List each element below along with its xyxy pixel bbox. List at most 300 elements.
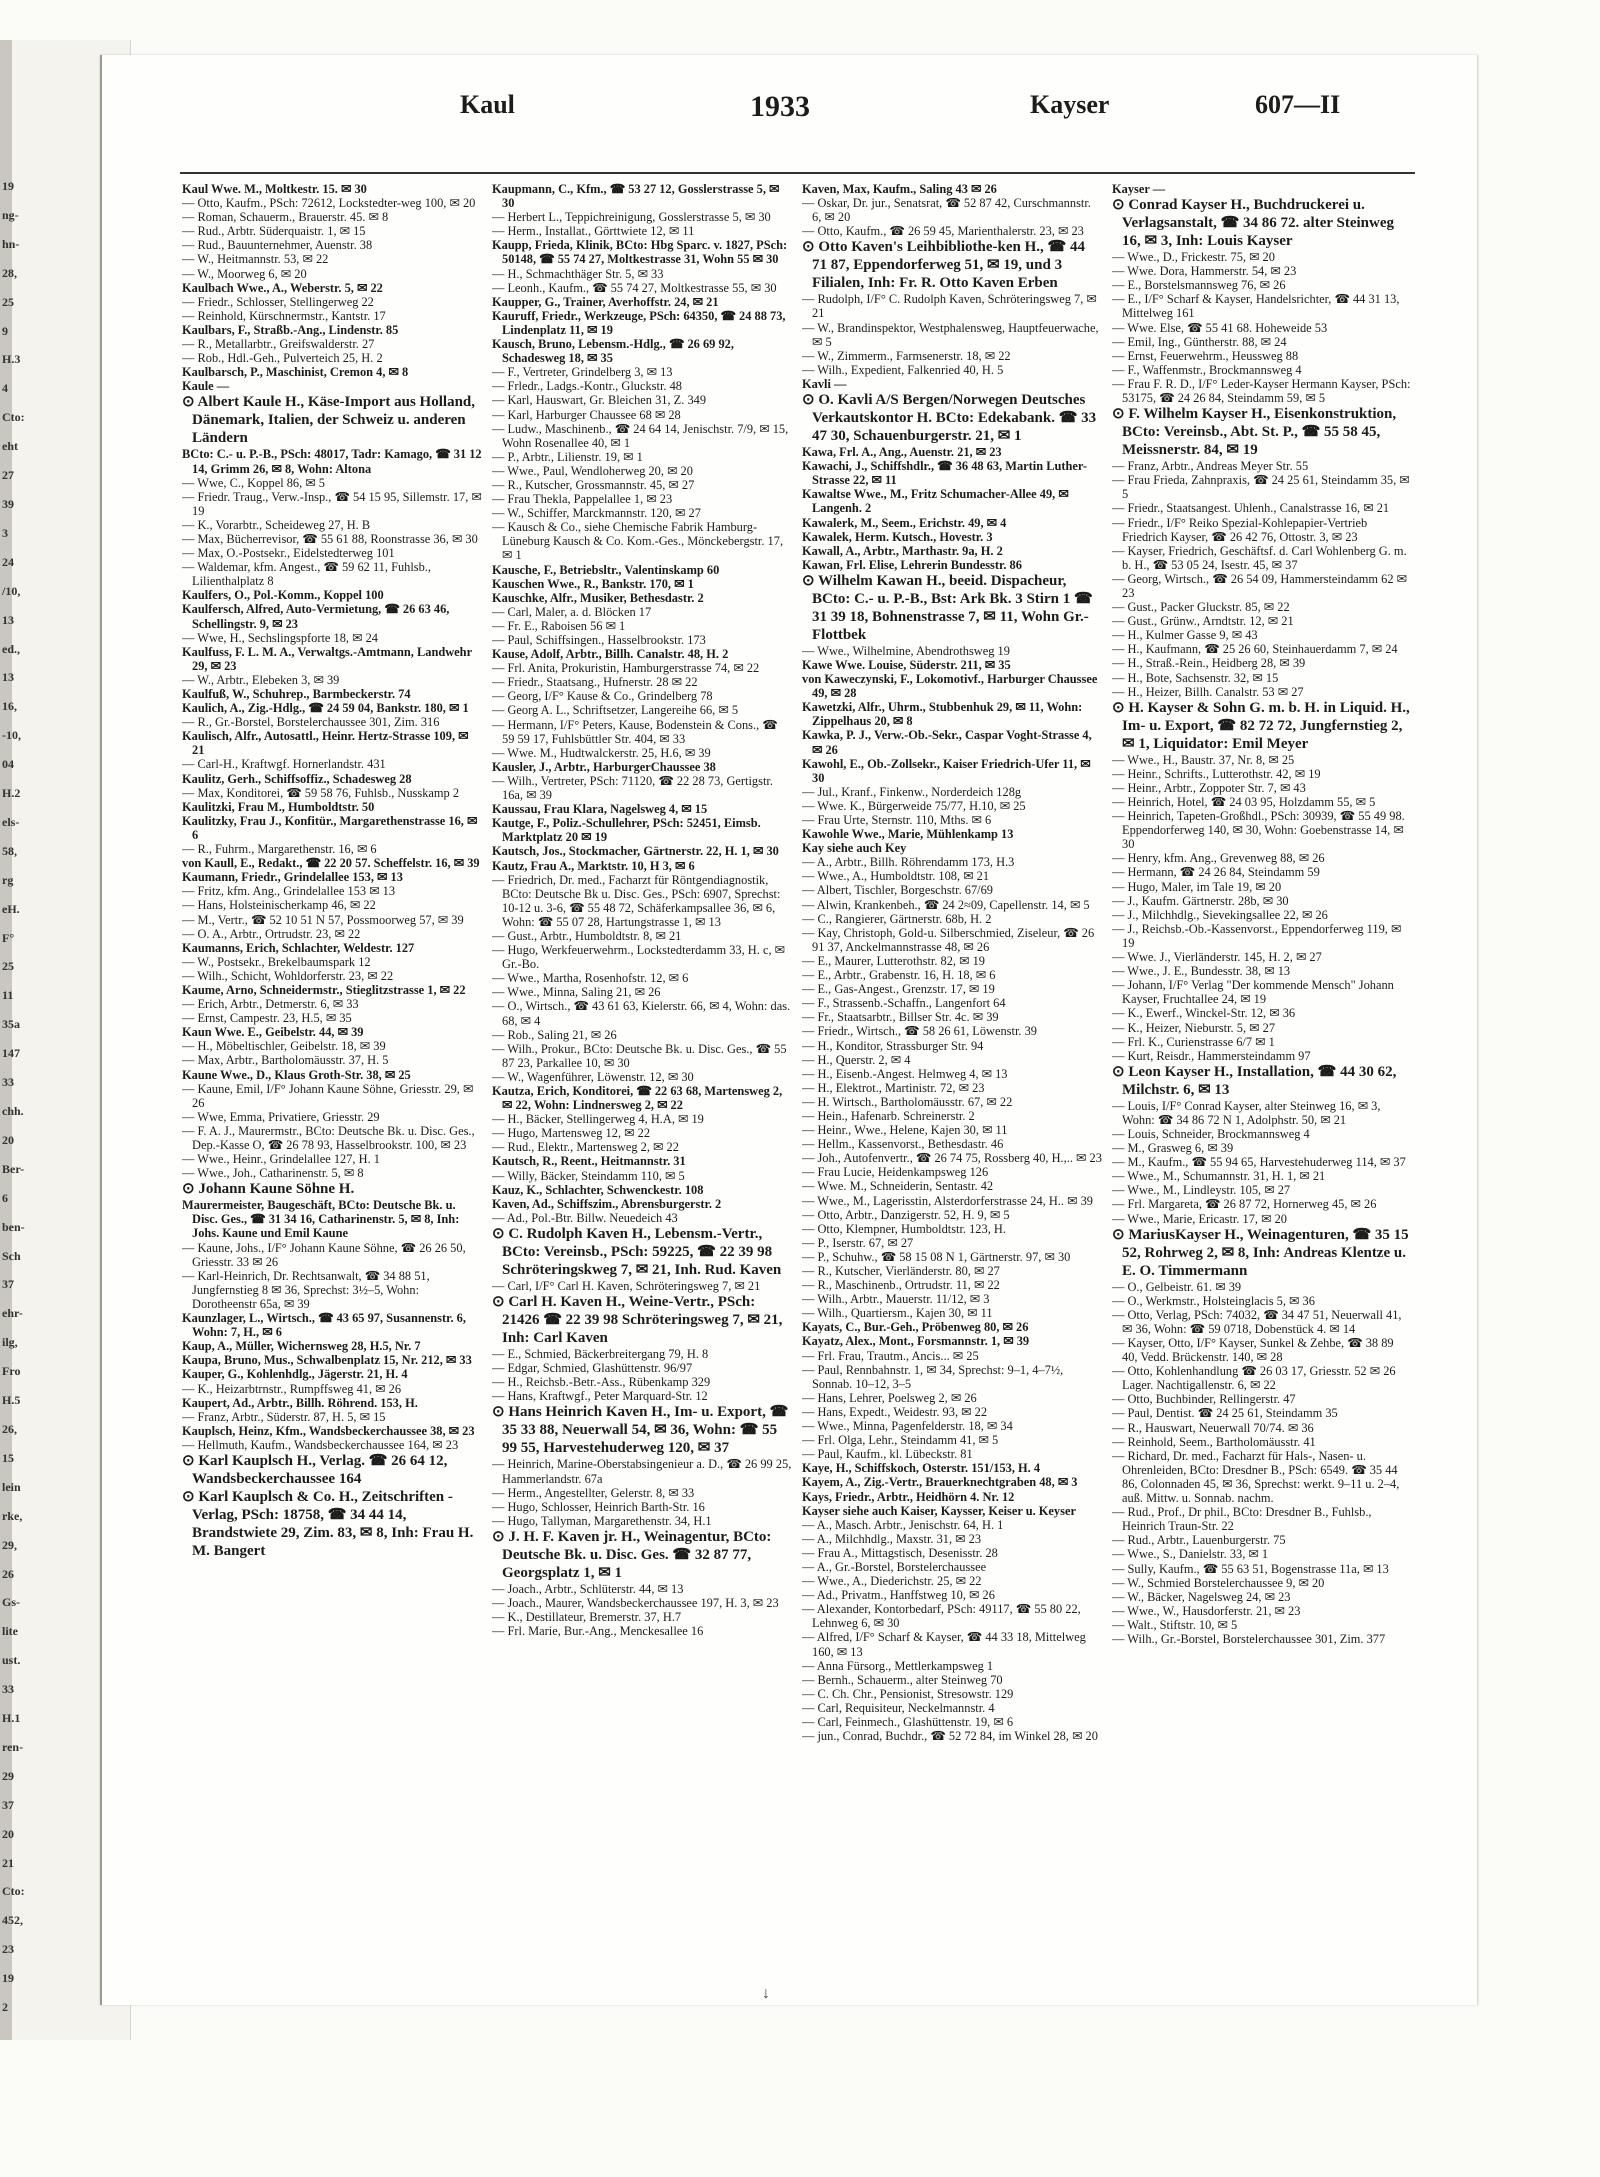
- directory-entry: — Wilh., Schicht, Wohldorferstr. 23, ✉ 22: [182, 968, 394, 983]
- directory-entry: — Otto, Arbtr., Danzigerstr. 52, H. 9, ✉ 5: [802, 1207, 1010, 1222]
- directory-entry: — P., Arbtr., Lilienstr. 19, ✉ 1: [492, 449, 643, 464]
- directory-entry: — Hugo, Martensweg 12, ✉ 22: [492, 1126, 651, 1141]
- directory-entry: — Wilh., Gr.-Borstel, Borstelerchaussee 301, Zim. 377: [1112, 1631, 1386, 1646]
- directory-entry: — Rud., Elektr., Martensweg 2, ✉ 22: [492, 1140, 679, 1155]
- directory-entry: — E., Borstelsmannsweg 76, ✉ 26: [1112, 278, 1286, 293]
- directory-entry: — Wwe., J. E., Bundesstr. 38, ✉ 13: [1112, 964, 1291, 979]
- directory-entry: — Otto, Buchbinder, Rellingerstr. 47: [1112, 1392, 1296, 1407]
- directory-entry: Kaupert, Ad., Arbtr., Billh. Röhrend. 153, H.: [182, 1395, 418, 1410]
- directory-entry: — Otto, Kohlenhandlung ☎ 26 03 17, Griesstr. 52 ✉ 26 Lager. Nachtigallenstr. 6, ✉ 22: [1112, 1364, 1396, 1393]
- margin-fragment: 26,: [2, 1421, 17, 1436]
- directory-entry: — K., Destillateur, Bremerstr. 37, H.7: [492, 1610, 682, 1625]
- directory-entry: — R., Fuhrm., Margarethenstr. 16, ✉ 6: [182, 842, 377, 857]
- directory-entry: — E., Gas-Angest., Grenzstr. 17, ✉ 19: [802, 982, 995, 997]
- directory-entry: — Gust., Grünw., Arndtstr. 12, ✉ 21: [1112, 614, 1294, 629]
- margin-fragment: 21: [2, 1855, 14, 1870]
- page-end-mark: ↓: [762, 1985, 770, 2002]
- directory-entry: — Wwe. Else, ☎ 55 41 68. Hoheweide 53: [1112, 320, 1328, 335]
- directory-entry: — Friedr., Staatsang., Hufnerstr. 28 ✉ 22: [492, 675, 698, 690]
- directory-entry: — Wwe., D., Frickestr. 75, ✉ 20: [1112, 250, 1275, 265]
- directory-entry: — Wwe., Paul, Wendloherweg 20, ✉ 20: [492, 463, 693, 478]
- directory-entry: — Frau Frieda, Zahnpraxis, ☎ 24 25 61, Steindamm 35, ✉ 5: [1112, 473, 1410, 502]
- directory-entry: — Wwe., M., Lagerisstin, Alsterdorferstrasse 24, H.. ✉ 39: [802, 1193, 1093, 1208]
- directory-entry: — Hans, Holsteinischerkamp 46, ✉ 22: [182, 898, 376, 913]
- directory-entry: — R., Kutscher, Vierländerstr. 80, ✉ 27: [802, 1264, 1000, 1278]
- directory-entry: Maurermeister, Baugeschäft, BCto: Deutsche Bk. u. Disc. Ges., ☎ 31 34 16, Catharinenstr. 5, ✉ 8, Inh: Johs. Kaune und Emil Kaune: [182, 1198, 460, 1241]
- directory-entry: — R., Metallarbtr., Greifswalderstr. 27: [182, 337, 375, 352]
- directory-entry: — Herbert L., Teppichreinigung, Gosslerstrasse 5, ✉ 30: [492, 210, 771, 225]
- directory-entry: Kaven, Max, Kaufm., Saling 43 ✉ 26: [802, 182, 997, 196]
- directory-entry: — Wwe., M., Schumannstr. 31, H. 1, ✉ 21: [1112, 1169, 1326, 1184]
- directory-entry: — A., Gr.-Borstel, Borstelerchaussee: [802, 1559, 987, 1574]
- margin-fragment: /10,: [2, 583, 21, 598]
- margin-fragment: H.5: [2, 1393, 21, 1408]
- directory-entry: Kawa, Frl. A., Ang., Auenstr. 21, ✉ 23: [802, 445, 1002, 460]
- directory-entry: — Otto, Klempner, Humboldtstr. 123, H.: [802, 1221, 1006, 1236]
- directory-entry: — W., Brandinspektor, Westphalensweg, Hauptfeuerwache, ✉ 5: [802, 320, 1099, 349]
- margin-fragment: rke,: [2, 1508, 23, 1523]
- header-rule: [180, 172, 1415, 174]
- directory-entry: — Frau A., Mittagstisch, Desenisstr. 28: [802, 1545, 998, 1560]
- directory-entry: — Carl, Requisiteur, Neckelmannstr. 4: [802, 1700, 995, 1715]
- directory-entry: — Paul, Kaufm., kl. Lübeckstr. 81: [802, 1447, 973, 1462]
- directory-entry: — Johann, I/F° Verlag "Der kommende Mensch" Johann Kayser, Fruchtallee 24, ✉ 19: [1112, 978, 1394, 1007]
- directory-entry: Kayem, A., Zig.-Vertr., Brauerknechtgraben 48, ✉ 3: [802, 1475, 1078, 1490]
- directory-entry: Kawalek, Herm. Kutsch., Hovestr. 3: [802, 529, 993, 544]
- directory-entry: — O., Wirtsch., ☎ 43 61 63, Kielerstr. 66, ✉ 4, Wohn: das. 68, ✉ 4: [492, 999, 791, 1028]
- directory-entry: — M., Kaufm., ☎ 55 94 65, Harvestehuderweg 114, ✉ 37: [1112, 1155, 1406, 1170]
- directory-entry: — Frl. K., Curienstrasse 6/7 ✉ 1: [1112, 1034, 1275, 1049]
- directory-entry: Kauz, K., Schlachter, Schwenckestr. 108: [492, 1182, 704, 1197]
- directory-entry: — Friedr., Staatsangest. Uhlenh., Canalstrasse 16, ✉ 21: [1112, 501, 1390, 516]
- margin-fragment: chh.: [2, 1104, 24, 1118]
- directory-entry: Kausler, J., Arbtr., HarburgerChaussee 38: [492, 759, 716, 774]
- directory-entry: — H. Wirtsch., Bartholomäusstr. 67, ✉ 22: [802, 1094, 1013, 1109]
- directory-entry: — Wilh., Expedient, Falkenried 40, H. 5: [802, 362, 1004, 377]
- directory-entry: — Rud., Bauunternehmer, Auenstr. 38: [182, 238, 373, 253]
- directory-entry: — Emil, Ing., Güntherstr. 88, ✉ 24: [1112, 334, 1287, 349]
- directory-entry: — Friedr., Schlosser, Stellingerweg 22: [182, 294, 374, 309]
- directory-entry: — C. Ch. Chr., Pensionist, Stresowstr. 129: [802, 1686, 1014, 1701]
- directory-entry: Kaup, A., Müller, Wichernsweg 28, H.5, Nr. 7: [182, 1339, 421, 1354]
- directory-entry: — Wwe., Marie, Ericastr. 17, ✉ 20: [1112, 1211, 1287, 1226]
- directory-entry: — Heinrich, Marine-Oberstabsingenieur a. D., ☎ 26 99 25, Hammerlandstr. 67a: [492, 1457, 792, 1486]
- margin-fragment: 20: [2, 1132, 14, 1147]
- directory-entry: — M., Grasweg 6, ✉ 39: [1112, 1141, 1234, 1156]
- directory-entry: — Fr., Staatsarbtr., Billser Str. 4c. ✉ 39: [802, 1010, 999, 1025]
- directory-entry: Kaumann, Friedr., Grindelallee 153, ✉ 13: [182, 870, 403, 885]
- directory-entry: — Frledr., Ladgs.-Kontr., Gluckstr. 48: [492, 379, 682, 394]
- margin-fragment: 39: [2, 496, 14, 511]
- margin-fragment: 24: [2, 554, 14, 569]
- directory-entry: — Rob., Saling 21, ✉ 26: [492, 1027, 617, 1042]
- margin-fragment: 25: [2, 959, 14, 974]
- directory-entry: ⊙ F. Wilhelm Kayser H., Eisenkonstruktion, BCto: Vereinsb., Abt. St. P., ☎ 55 58 45, Meissnerstr. 84, ✉ 19: [1112, 406, 1397, 459]
- directory-entry: — Georg, Wirtsch., ☎ 26 54 09, Hammersteindamm 62 ✉ 23: [1112, 571, 1408, 600]
- directory-entry: Kawaltse Wwe., M., Fritz Schumacher-Allee 49, ✉ Langenh. 2: [802, 487, 1069, 516]
- directory-entry: — Sully, Kaufm., ☎ 55 63 51, Bogenstrasse 11a, ✉ 13: [1112, 1561, 1389, 1576]
- directory-entry: — E., Arbtr., Grabenstr. 16, H. 18, ✉ 6: [802, 968, 996, 983]
- directory-entry: — Ad., Pol.-Btr. Billw. Neuedeich 43: [492, 1210, 678, 1225]
- directory-entry: — Frau Urte, Sternstr. 110, Mths. ✉ 6: [802, 813, 992, 827]
- directory-entry: — Frau Thekla, Pappelallee 1, ✉ 23: [492, 492, 673, 507]
- margin-fragment: 26: [2, 1566, 14, 1581]
- directory-entry: — Max, Konditorei, ☎ 59 58 76, Fuhlsb., Nusskamp 2: [182, 785, 460, 800]
- directory-entry: — E., Maurer, Lutterothstr. 82, ✉ 19: [802, 953, 985, 968]
- directory-entry: — Max, O.-Postsekr., Eidelstedterweg 101: [182, 546, 395, 561]
- directory-entry: — Hermann, I/F° Peters, Kause, Bodenstein & Cons., ☎ 59 59 17, Fuhlsbüttler Str. 404, ✉ 33: [492, 717, 778, 746]
- directory-entry: — Hellm., Kassenvorst., Bethesdastr. 46: [802, 1137, 1004, 1152]
- directory-entry: — H., Kaufmann, ☎ 25 26 60, Steinhauerdamm 7, ✉ 24: [1112, 642, 1398, 657]
- directory-entry: — A., Arbtr., Billh. Röhrendamm 173, H.3: [802, 855, 1015, 870]
- directory-entry: — Heinr., Schrifts., Lutterothstr. 42, ✉ 19: [1112, 766, 1321, 781]
- directory-entry: Kaulisch, Alfr., Autosattl., Heinr. Hertz-Strasse 109, ✉ 21: [182, 729, 469, 758]
- directory-entry: ⊙ Carl H. Kaven H., Weine-Vertr., PSch: 21426 ☎ 22 39 98 Schröteringsweg 7, ✉ 21, Inh: Carl Kaven: [492, 1294, 783, 1347]
- margin-fragment: 13: [2, 612, 14, 627]
- directory-entry: — H., Straß.-Rein., Heidberg 28, ✉ 39: [1112, 656, 1306, 671]
- directory-entry: — Frau Lucie, Heidenkampsweg 126: [802, 1165, 989, 1180]
- directory-entry: — Otto, Verlag, PSch: 74032, ☎ 34 47 51, Neuerwall 41, ✉ 36, Wohn: ☎ 59 0718, Dobenstück 4. ✉ 14: [1112, 1307, 1402, 1336]
- column-4: [1112, 182, 1412, 1992]
- directory-entry: von Kaull, E., Redakt., ☎ 22 20 57. Scheffelstr. 16, ✉ 39: [182, 856, 480, 871]
- directory-entry: — Kayser, Friedrich, Geschäftsf. d. Carl Wohlenberg G. m. b. H., ☎ 53 05 24, Isestr. 45, ✉ 37: [1112, 543, 1407, 572]
- directory-entry: — Frl. Olga, Lehr., Steindamm 41, ✉ 5: [802, 1433, 999, 1448]
- directory-entry: — Kaune, Johs., I/F° Johann Kaune Söhne, ☎ 26 26 50, Griesstr. 33 ✉ 26: [182, 1240, 466, 1269]
- margin-fragment: Cto:: [2, 1884, 25, 1899]
- margin-fragment: eht: [2, 439, 18, 454]
- directory-entry: — Frl. Margareta, ☎ 26 87 72, Hornerweg 45, ✉ 26: [1112, 1197, 1377, 1212]
- directory-entry: Kawall, A., Arbtr., Marthastr. 9a, H. 2: [802, 543, 1003, 558]
- directory-entry: ⊙ Johann Kaune Söhne H.: [182, 1181, 355, 1198]
- directory-entry: Kaule —: [182, 379, 230, 394]
- directory-entry: BCto: C.- u. P.-B., PSch: 48017, Tadr: Kamago, ☎ 31 12 14, Grimm 26, ✉ 8, Wohn: Altona: [182, 447, 482, 476]
- directory-entry: — F. A. J., Maurermstr., BCto: Deutsche Bk. u. Disc. Ges., Dep.-Kasse O, ☎ 26 78 93, Hasselbrookstr. 100, ✉ 23: [182, 1123, 475, 1152]
- directory-entry: — Carl, I/F° Carl H. Kaven, Schröteringsweg 7, ✉ 21: [492, 1278, 761, 1293]
- directory-entry: — Wilh., Quartiersm., Kajen 30, ✉ 11: [802, 1306, 993, 1321]
- page-header: [130, 90, 1450, 130]
- margin-fragment: ng-: [2, 207, 19, 222]
- margin-fragment: 25: [2, 294, 14, 309]
- margin-fragment: rg: [2, 872, 14, 887]
- margin-fragment: ed.,: [2, 641, 20, 656]
- margin-fragment: 16,: [2, 699, 17, 714]
- directory-entry: Kaye, H., Schiffskoch, Osterstr. 151/153, H. 4: [802, 1461, 1041, 1476]
- directory-entry: — Wwe. Dora, Hammerstr. 54, ✉ 23: [1112, 264, 1297, 279]
- directory-entry: — H., Elektrot., Martinistr. 72, ✉ 23: [802, 1080, 985, 1095]
- directory-entry: — Kaune, Emil, I/F° Johann Kaune Söhne, Griesstr. 29, ✉ 26: [182, 1081, 474, 1110]
- margin-fragment: 452,: [2, 1913, 23, 1928]
- directory-entry: — Joh., Autofenvertr., ☎ 26 74 75, Rossberg 40, H.,.. ✉ 23: [802, 1151, 1102, 1166]
- margin-fragment: 20: [2, 1826, 14, 1841]
- margin-fragment: 58,: [2, 843, 17, 858]
- margin-fragment: 6: [2, 1190, 8, 1205]
- margin-fragment: 35a: [2, 1017, 20, 1032]
- margin-fragment: F°: [2, 930, 15, 945]
- directory-entry: — Ernst, Feuerwehrm., Heussweg 88: [1112, 348, 1299, 363]
- directory-entry: — Wwe., A., Humboldtstr. 108, ✉ 21: [802, 869, 990, 884]
- directory-entry: Kaulfersch, Alfred, Auto-Vermietung, ☎ 26 63 46, Schellingstr. 9, ✉ 23: [182, 602, 450, 631]
- directory-entry: Kaupa, Bruno, Mus., Schwalbenplatz 15, Nr. 212, ✉ 33: [182, 1353, 472, 1368]
- directory-entry: — Wwe., S., Danielstr. 33, ✉ 1: [1112, 1547, 1269, 1562]
- directory-entry: Kaven, Ad., Schiffszim., Abrensburgerstr. 2: [492, 1196, 722, 1211]
- directory-entry: — R., Hauswart, Neuerwall 70/74. ✉ 36: [1112, 1420, 1314, 1435]
- margin-fragment: Cto:: [2, 410, 25, 425]
- directory-entry: — Ludw., Maschinenb., ☎ 24 64 14, Jenischstr. 7/9, ✉ 15, Wohn Rosenallee 40, ✉ 1: [492, 421, 789, 450]
- directory-entry: — Georg, I/F° Kause & Co., Grindelberg 78: [492, 689, 713, 704]
- directory-entry: — Reinhold, Seem., Bartholomäusstr. 41: [1112, 1434, 1316, 1449]
- margin-fragment: els-: [2, 814, 20, 829]
- directory-entry: — K., Heizarbtrnstr., Rumpffsweg 41, ✉ 26: [182, 1381, 402, 1396]
- column-3: [802, 182, 1102, 1992]
- directory-entry: — Albert, Tischler, Borgeschstr. 67/69: [802, 883, 993, 898]
- directory-entry: — H., Konditor, Strassburger Str. 94: [802, 1038, 984, 1053]
- directory-entry: — Karl, Hauswart, Gr. Bleichen 31, Z. 349: [492, 393, 707, 408]
- directory-entry: Kawohle Wwe., Marie, Mühlenkamp 13: [802, 827, 1014, 842]
- directory-entry: — Louis, I/F° Conrad Kayser, alter Steinweg 16, ✉ 3, Wohn: ☎ 34 86 72 N 1, Adolphstr. 50, ✉ 21: [1112, 1098, 1381, 1127]
- margin-fragment: 2: [2, 2000, 8, 2015]
- directory-entry: — M., Vertr., ☎ 52 10 51 N 57, Possmoorweg 57, ✉ 39: [182, 912, 464, 927]
- directory-entry: — H., Schmachthäger Str. 5, ✉ 33: [492, 266, 664, 281]
- directory-entry: — Willy, Bäcker, Steindamm 110, ✉ 5: [492, 1168, 685, 1183]
- margin-fragment: 27: [2, 468, 14, 483]
- page-number: 607—II: [1255, 90, 1341, 119]
- directory-entry: Kaulitzky, Frau J., Konfitür., Margarethenstrasse 16, ✉ 6: [182, 813, 478, 842]
- directory-entry: — A., Milchhdlg., Maxstr. 31, ✉ 23: [802, 1531, 982, 1546]
- directory-entry: Kause, Adolf, Arbtr., Billh. Canalstr. 48, H. 2: [492, 647, 729, 662]
- directory-entry: — H., Möbeltischler, Geibelstr. 18, ✉ 39: [182, 1039, 386, 1054]
- directory-entry: — H., Bote, Sachsenstr. 32, ✉ 15: [1112, 670, 1279, 685]
- directory-entry: Kayser —: [1112, 182, 1166, 196]
- directory-entry: Kaupmann, C., Kfm., ☎ 53 27 12, Gosslerstrasse 5, ✉ 30: [492, 182, 780, 211]
- directory-entry: — Kurt, Reisdr., Hammersteindamm 97: [1112, 1048, 1311, 1063]
- directory-entry: — Gust., Arbtr., Humboldtstr. 8, ✉ 21: [492, 928, 682, 943]
- directory-entry: ⊙ Albert Kaule H., Käse-Import aus Holland, Dänemark, Italien, der Schweiz u. anderen Ländern: [182, 394, 475, 447]
- directory-entry: Kauschke, Alfr., Musiker, Bethesdastr. 2: [492, 590, 704, 605]
- directory-entry: — Anna Fürsorg., Mettlerkampsweg 1: [802, 1658, 994, 1673]
- directory-entry: — Friedr. Traug., Verw.-Insp., ☎ 54 15 95, Sillemstr. 17, ✉ 19: [182, 489, 482, 518]
- directory-entry: — K., Vorarbtr., Scheideweg 27, H. B: [182, 517, 371, 532]
- directory-entry: — Wwe, H., Sechslingspforte 18, ✉ 24: [182, 630, 378, 645]
- margin-fragment: ehr-: [2, 1306, 23, 1321]
- directory-entry: Kaulbach Wwe., A., Weberstr. 5, ✉ 22: [182, 280, 383, 295]
- directory-entry: Kaulich, A., Zig.-Hdlg., ☎ 24 59 04, Bankstr. 180, ✉ 1: [182, 701, 469, 716]
- directory-entry: — Heinrich, Hotel, ☎ 24 03 95, Holzdamm 55, ✉ 5: [1112, 795, 1376, 809]
- directory-entry: von Kaweczynski, F., Lokomotivf., Harburger Chaussee 49, ✉ 28: [802, 672, 1098, 701]
- margin-fragment: ren-: [2, 1739, 24, 1754]
- directory-entry: Kauplsch, Heinz, Kfm., Wandsbeckerchaussee 38, ✉ 23: [182, 1423, 475, 1438]
- directory-entry: — Wwe., A., Diederichstr. 25, ✉ 22: [802, 1574, 982, 1589]
- directory-entry: Kaulbars, F., Straßb.-Ang., Lindenstr. 85: [182, 322, 399, 337]
- directory-entry: — W., Wagenführer, Löwenstr. 12, ✉ 30: [492, 1069, 694, 1084]
- header-year: 1933: [750, 90, 810, 123]
- directory-entry: — Ernst, Campestr. 23, H.5, ✉ 35: [182, 1011, 352, 1026]
- directory-entry: — Paul, Schiffsingen., Hasselbrookstr. 173: [492, 633, 706, 647]
- directory-entry: — H., Querstr. 2, ✉ 4: [802, 1052, 911, 1067]
- directory-columns: [182, 182, 1417, 1992]
- margin-fragment: Sch: [2, 1248, 21, 1263]
- directory-entry: — Franz, Arbtr., Süderstr. 87, H. 5, ✉ 15: [182, 1409, 386, 1424]
- directory-entry: — Bernh., Schauerm., alter Steinweg 70: [802, 1672, 1003, 1687]
- directory-entry: Kaulitz, Gerh., Schiffsoffiz., Schadesweg 28: [182, 771, 412, 786]
- directory-entry: — Kausch & Co., siehe Chemische Fabrik Hamburg-Lüneburg Kausch & Co. Kom.-Ges., Mönckebergstr. 17, ✉ 1: [492, 520, 784, 563]
- directory-entry: — Friedr., I/F° Reiko Spezial-Kohlepapier-Vertrieb Friedrich Kayser, ☎ 26 42 76, Ottostr. 3, ✉ 23: [1112, 515, 1368, 544]
- directory-entry: — Reinhold, Kürschnermstr., Kantstr. 17: [182, 308, 386, 323]
- directory-entry: Kauruff, Friedr., Werkzeuge, PSch: 64350, ☎ 24 88 73, Lindenplatz 11, ✉ 19: [492, 308, 786, 337]
- directory-entry: ⊙ Karl Kauplsch H., Verlag. ☎ 26 64 12, Wandsbeckerchaussee 164: [182, 1452, 448, 1487]
- margin-fragment: ust.: [2, 1653, 21, 1668]
- directory-entry: Kay siehe auch Key: [802, 841, 907, 856]
- directory-entry: — Frl. Frau, Trautm., Ancis... ✉ 25: [802, 1348, 979, 1363]
- margin-fragment: 147: [2, 1046, 20, 1061]
- directory-entry: — R., Kutscher, Grossmannstr. 45, ✉ 27: [492, 477, 695, 492]
- directory-entry: — Wwe, C., Koppel 86, ✉ 5: [182, 475, 325, 490]
- directory-entry: — A., Masch. Arbtr., Jenischstr. 64, H. 1: [802, 1517, 1004, 1532]
- directory-entry: — Wwe., Minna, Pagenfelderstr. 18, ✉ 34: [802, 1419, 1013, 1434]
- directory-entry: — Waldemar, kfm. Angest., ☎ 59 62 11, Fuhlsb., Lilienthalplatz 8: [182, 560, 432, 589]
- directory-entry: ⊙ MariusKayser H., Weinagenturen, ☎ 35 15 52, Rohrweg 2, ✉ 8, Inh: Andreas Klentze u. E. O. Timmermann: [1112, 1226, 1409, 1279]
- directory-entry: — Frau F. R. D., I/F° Leder-Kayser Hermann Kayser, PSch: 53175, ☎ 24 26 84, Steindamm 59, ✉ 5: [1112, 376, 1411, 406]
- margin-fragment: lein: [2, 1479, 21, 1494]
- directory-entry: — Jul., Kranf., Finkenw., Norderdeich 128g: [802, 784, 1022, 799]
- directory-entry: — Hellmuth, Kaufm., Wandsbeckerchaussee 164, ✉ 23: [182, 1437, 459, 1452]
- directory-entry: — Leonh., Kaufm., ☎ 55 74 27, Moltkestrasse 55, ✉ 30: [492, 280, 777, 295]
- directory-entry: Kaulfuß, W., Schuhrep., Barmbeckerstr. 74: [182, 687, 411, 701]
- margin-fragment: lite: [2, 1624, 18, 1639]
- directory-entry: ⊙ J. H. F. Kaven jr. H., Weinagentur, BCto: Deutsche Bk. u. Disc. Ges. ☎ 32 87 77, Georgsplatz 1, ✉ 1: [492, 1528, 772, 1581]
- directory-entry: — Hans, Kraftwgf., Peter Marquard-Str. 12: [492, 1389, 708, 1404]
- directory-entry: — Alexander, Kontorbedarf, PSch: 49117, ☎ 55 80 22, Lehnweg 6, ✉ 30: [802, 1602, 1081, 1631]
- directory-entry: — Heinr., Arbtr., Zoppoter Str. 7, ✉ 43: [1112, 780, 1306, 795]
- directory-entry: — Karl-Heinrich, Dr. Rechtsanwalt, ☎ 34 88 51, Jungfernstieg 8 ✉ 36, Sprechst: 3½–5, Wohn: Dorotheenstr 65a, ✉ 39: [182, 1268, 430, 1311]
- directory-entry: — F., Strassenb.-Schaffn., Langenfort 64: [802, 996, 1006, 1011]
- directory-entry: ⊙ Hans Heinrich Kaven H., Im- u. Export, ☎ 35 33 88, Neuerwall 54, ✉ 36, Wohn: ☎ 55 99 55, Harvestehuderweg 120, ✉ 37: [492, 1404, 789, 1457]
- directory-entry: Kautz, Frau A., Marktstr. 10, H 3, ✉ 6: [492, 858, 695, 873]
- directory-entry: — O., Werkmstr., Holsteinglacis 5, ✉ 36: [1112, 1293, 1315, 1308]
- directory-entry: — Wwe. M., Schneiderin, Sentastr. 42: [802, 1179, 994, 1194]
- header-right-keyword: Kayser: [1030, 90, 1110, 119]
- directory-entry: — Hein., Hafenarb. Schreinerstr. 2: [802, 1108, 975, 1123]
- directory-entry: — Otto, Kaufm., ☎ 26 59 45, Marienthalerstr. 23, ✉ 23: [802, 224, 1084, 239]
- directory-entry: — Wwe., Heinr., Grindelallee 127, H. 1: [182, 1152, 380, 1167]
- header-left-keyword: Kaul: [460, 90, 515, 119]
- directory-entry: — R., Maschinenb., Ortrudstr. 11, ✉ 22: [802, 1278, 1000, 1293]
- directory-entry: Kausche, F., Betriebsltr., Valentinskamp 60: [492, 562, 720, 577]
- directory-entry: — Frl. Anita, Prokuristin, Hamburgerstrasse 74, ✉ 22: [492, 661, 760, 676]
- directory-entry: — Carl, Feinmech., Glashüttenstr. 19, ✉ 6: [802, 1715, 1014, 1729]
- margin-fragment: hn-: [2, 236, 20, 251]
- directory-entry: — W., Bäcker, Nagelsweg 24, ✉ 23: [1112, 1589, 1291, 1604]
- directory-entry: Kayatz, Alex., Mont., Forsmannstr. 1, ✉ 39: [802, 1334, 1030, 1349]
- directory-entry: — H., Reichsb.-Betr.-Ass., Rübenkamp 329: [492, 1375, 711, 1390]
- directory-entry: Kayser siehe auch Kaiser, Kaysser, Keiser u. Keyser: [802, 1503, 1076, 1518]
- directory-entry: — Frl. Marie, Bur.-Ang., Menckesallee 16: [492, 1624, 704, 1639]
- directory-entry: — C., Rangierer, Gärtnerstr. 68b, H. 2: [802, 911, 992, 926]
- directory-entry: — P., Iserstr. 67, ✉ 27: [802, 1235, 914, 1250]
- margin-fragment: H.1: [2, 1711, 21, 1726]
- directory-entry: — H., Eisenb.-Angest. Helmweg 4, ✉ 13: [802, 1066, 1008, 1081]
- directory-entry: — Hugo, Maler, im Tale 19, ✉ 20: [1112, 879, 1282, 894]
- directory-entry: — Roman, Schauerm., Brauerstr. 45. ✉ 8: [182, 210, 389, 225]
- directory-entry: ⊙ O. Kavli A/S Bergen/Norwegen Deutsches Verkautskontor H. BCto: Edekabank. ☎ 33 47 30, Schauenburgerstr. 21, ✉ 1: [802, 392, 1097, 445]
- directory-entry: — Richard, Dr. med., Facharzt für Hals-, Nasen- u. Ohrenleiden, BCto: Dresdner B., PSch: 6549. ☎ 35 44 86, Colonnaden 45, ✉ 36, Sprechst: werkt. 9–11 u. 2–4, auß. Mittw. u. Sonnab. nachm.: [1112, 1448, 1400, 1506]
- directory-entry: — W., Zimmerm., Farmsenerstr. 18, ✉ 22: [802, 348, 1011, 363]
- directory-entry: Kawan, Frl. Elise, Lehrerin Bundesstr. 86: [802, 557, 1022, 572]
- directory-entry: — Alwin, Krankenbeh., ☎ 24 2≈09, Capellenstr. 14, ✉ 5: [802, 897, 1090, 912]
- directory-entry: — Wwe. K., Bürgerweide 75/77, H.10, ✉ 25: [802, 798, 1026, 813]
- directory-entry: — H., Kulmer Gasse 9, ✉ 43: [1112, 628, 1258, 643]
- directory-entry: — H., Bäcker, Stellingerweg 4, H.A, ✉ 19: [492, 1112, 704, 1127]
- margin-fragment: 19: [2, 1971, 14, 1986]
- directory-entry: — Wwe. M., Hudtwalckerstr. 25, H.6, ✉ 39: [492, 745, 711, 760]
- directory-entry: — Friedrich, Dr. med., Facharzt für Röntgendiagnostik, BCto: Deutsche Bk u. Disc. Ges., PSch: 6907, Sprechst: 10-12 u. 3-6, ☎ 55 48 72, Schäferkampsallee 36, ✉ 6, Wohn: ☎ 55 07 28, Hartungstrasse 1, ✉ 13: [492, 872, 781, 929]
- directory-entry: Kautge, F., Poliz.-Schullehrer, PSch: 52451, Eimsb. Marktplatz 20 ✉ 19: [492, 816, 761, 845]
- directory-entry: — Hans, Expedt., Weidestr. 93, ✉ 22: [802, 1404, 988, 1419]
- directory-entry: — Karl, Harburger Chaussee 68 ✉ 28: [492, 407, 681, 422]
- directory-entry: — Wwe, Emma, Privatiere, Griesstr. 29: [182, 1109, 380, 1124]
- directory-entry: Kawetzki, Alfr., Uhrm., Stubbenhuk 29, ✉ 11, Wohn: Zippelhaus 20, ✉ 8: [802, 700, 1083, 729]
- directory-entry: Kauper, G., Kohlenhdlg., Jägerstr. 21, H. 4: [182, 1367, 408, 1382]
- directory-entry: Kaul Wwe. M., Moltkestr. 15. ✉ 30: [182, 182, 367, 196]
- margin-fragment: 37: [2, 1797, 14, 1812]
- directory-entry: Kavli —: [802, 376, 847, 391]
- directory-entry: Kaulbarsch, P., Maschinist, Cremon 4, ✉ 8: [182, 365, 409, 380]
- directory-entry: — Rudolph, I/F° C. Rudolph Kaven, Schröteringsweg 7, ✉ 21: [802, 292, 1097, 321]
- directory-entry: Kautsch, Jos., Stockmacher, Gärtnerstr. 22, H. 1, ✉ 30: [492, 844, 779, 859]
- directory-entry: Kawachi, J., Schiffshdlr., ☎ 36 48 63, Martin Luther-Strasse 22, ✉ 11: [802, 459, 1088, 488]
- margin-fragment: 29: [2, 1768, 14, 1783]
- directory-entry: Kawohl, E., Ob.-Zollsekr., Kaiser Friedrich-Ufer 11, ✉ 30: [802, 756, 1091, 785]
- directory-entry: — Friedr., Wirtsch., ☎ 58 26 61, Löwenstr. 39: [802, 1024, 1037, 1039]
- directory-entry: — Erich, Arbtr., Detmerstr. 6, ✉ 33: [182, 997, 359, 1012]
- margin-fragment: 9: [2, 323, 8, 338]
- directory-entry: ⊙ Wilhelm Kawan H., beeid. Dispacheur, BCto: C.- u. P.-B., Bst: Ark Bk. 3 Stirn 1 ☎ 31 39 18, Bohnenstrasse 7, ✉ 11, Wohn Gr.-Flottbek: [802, 572, 1093, 643]
- directory-entry: — F., Vertreter, Grindelberg 3, ✉ 13: [492, 365, 673, 380]
- directory-entry: — Oskar, Dr. jur., Senatsrat, ☎ 52 87 42, Curschmannstr. 6, ✉ 20: [802, 196, 1091, 225]
- directory-entry: — W., Schiffer, Marckmannstr. 120, ✉ 27: [492, 506, 701, 521]
- directory-entry: — Wwe., W., Hausdorferstr. 21, ✉ 23: [1112, 1603, 1301, 1618]
- directory-entry: — K., Ewerf., Winckel-Str. 12, ✉ 36: [1112, 1006, 1296, 1021]
- directory-entry: — Paul, Dentist. ☎ 24 25 61, Steindamm 35: [1112, 1406, 1338, 1421]
- column-2: [492, 182, 792, 1992]
- margin-fragment: 04: [2, 757, 14, 772]
- margin-fragment: 28,: [2, 265, 17, 280]
- margin-fragment: 11: [2, 988, 14, 1003]
- column-1: [182, 182, 482, 1992]
- directory-entry: — W., Schmied Borstelerchaussee 9, ✉ 20: [1112, 1575, 1325, 1590]
- directory-entry: Kautza, Erich, Konditorei, ☎ 22 63 68, Martensweg 2, ✉ 22, Wohn: Lindnersweg 2, ✉ 22: [492, 1084, 783, 1113]
- directory-entry: — E., I/F° Scharf & Kayser, Handelsrichter, ☎ 44 31 13, Mittelweg 161: [1112, 292, 1400, 321]
- directory-entry: — Rud., Arbtr. Süderquaistr. 1, ✉ 15: [182, 224, 366, 239]
- directory-entry: — Kayser, Otto, I/F° Kayser, Sunkel & Zehbe, ☎ 38 89 40, Vedd. Brückenstr. 140, ✉ 28: [1112, 1336, 1394, 1365]
- directory-entry: ⊙ Conrad Kayser H., Buchdruckerei u. Verlagsanstalt, ☎ 34 86 72. alter Steinweg 16, ✉ 3, Inh: Louis Kayser: [1112, 197, 1394, 250]
- directory-entry: Kauschen Wwe., R., Bankstr. 170, ✉ 1: [492, 576, 694, 591]
- directory-entry: — Hermann, ☎ 24 26 84, Steindamm 59: [1112, 865, 1320, 880]
- directory-entry: Kaume, Arno, Schneidermstr., Stieglitzstrasse 1, ✉ 22: [182, 982, 466, 997]
- directory-entry: — Louis, Schneider, Brockmannsweg 4: [1112, 1126, 1310, 1141]
- directory-entry: — Max, Bücherrevisor, ☎ 55 61 88, Roonstrasse 36, ✉ 30: [182, 531, 478, 546]
- directory-entry: Kaulfers, O., Pol.-Komm., Koppel 100: [182, 588, 384, 603]
- directory-entry: — Franz, Arbtr., Andreas Meyer Str. 55: [1112, 459, 1309, 474]
- margin-fragment: 37: [2, 1277, 14, 1292]
- directory-entry: — Wwe., Wilhelmine, Abendrothsweg 19: [802, 643, 1010, 658]
- margin-fragment: H.3: [2, 352, 21, 367]
- directory-entry: — Otto, Kaufm., PSch: 72612, Lockstedter-weg 100, ✉ 20: [182, 196, 476, 211]
- directory-entry: — R., Gr.-Borstel, Borstelerchaussee 301, Zim. 316: [182, 715, 440, 730]
- directory-entry: — Joach., Maurer, Wandsbeckerchaussee 197, H. 3, ✉ 23: [492, 1595, 779, 1610]
- margin-fragment: 33: [2, 1075, 14, 1090]
- directory-entry: — O. A., Arbtr., Ortrudstr. 23, ✉ 22: [182, 926, 361, 941]
- directory-entry: — Georg A. L., Schriftsetzer, Langereihe 66, ✉ 5: [492, 703, 739, 718]
